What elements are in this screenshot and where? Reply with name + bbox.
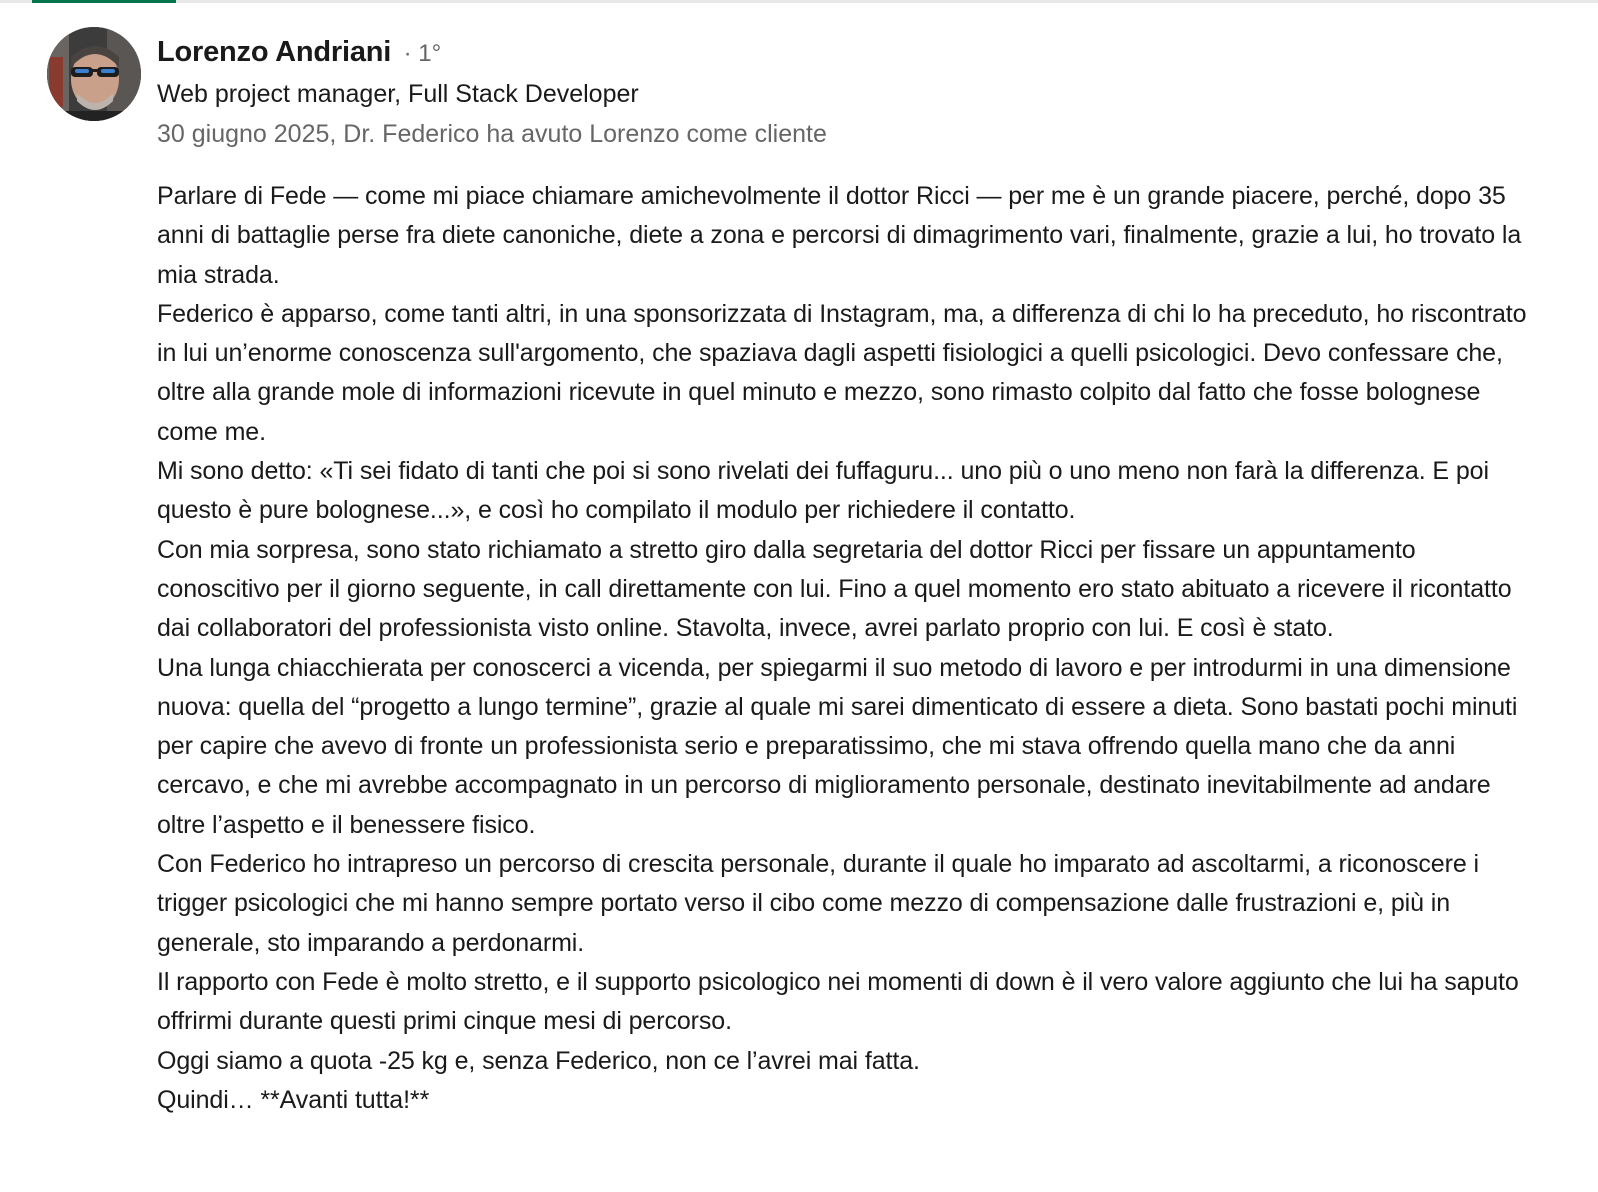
recommendation-paragraph: Con mia sorpresa, sono stato richiamato a stretto giro dalla segretaria del dottor Ricci per fissare un appuntamento conoscitivo per il giorno seguente, in call direttamente con lui. Fino a quel momento ero stato abituato a ricevere il ricontatto dai collaboratori del professionista visto online. Stavolta, invece, avrei parlato proprio con lui. E così è stato. [157, 535, 1512, 643]
recommendation-paragraph: Una lunga chiacchierata per conoscerci a vicenda, per spiegarmi il suo metodo di lavoro e per introdurmi in una dimensione nuova: quella del “progetto a lungo termine”, grazie al quale mi sarei dimenticato di essere a dieta. Sono bastati pochi minuti per capire che avevo di fronte un professionista serio e preparatissimo, che mi stava offrendo quella mano che da anni cercavo, e che mi avrebbe accompagnato in un percorso di miglioramento personale, destinato inevitabilmente ad andare oltre l’aspetto e il benessere fisico. [157, 653, 1518, 839]
author-headline: Web project manager, Full Stack Developer [157, 80, 639, 108]
recommendation-paragraph: Il rapporto con Fede è molto stretto, e il supporto psicologico nei momenti di down è il vero valore aggiunto che lui ha saputo offrirmi durante questi primi cinque mesi di percorso. [157, 967, 1519, 1036]
recommendation-paragraph: Quindi… **Avanti tutta!** [157, 1085, 430, 1114]
author-name[interactable]: Lorenzo Andriani [157, 36, 392, 68]
recommendation-header [157, 32, 1557, 154]
recommendation-paragraph: Parlare di Fede — come mi piace chiamare amichevolmente il dottor Ricci — per me è un grande piacere, perché, dopo 35 anni di battaglie perse fra diete canoniche, diete a zona e percorsi di dimagrimento vari, finalmente, grazie a lui, ho trovato la mia strada. [157, 182, 1522, 289]
avatar-photo [47, 27, 141, 121]
recommendation-paragraph: Oggi siamo a quota -25 kg e, senza Federico, non ce l’avrei mai fatta. [157, 1046, 920, 1075]
connection-degree: · 1° [403, 40, 442, 67]
recommendation-paragraph: Mi sono detto: «Ti sei fidato di tanti che poi si sono rivelati dei fuffaguru... uno più o uno meno non farà la differenza. E poi questo è pure bolognese...», e così ho compilato il modulo per richiedere il contatto. [157, 457, 1489, 525]
recommendation-paragraph: Federico è apparso, come tanti altri, in una sponsorizzata di Instagram, ma, a differenza di chi lo ha preceduto, ho riscontrato in lui un’enorme conoscenza sull'argomento, che spaziava dagli aspetti fisiologici a quelli psicologici. Devo confessare che, oltre alla grande mole di informazioni ricevute in quel minuto e mezzo, sono rimasto colpito dal fatto che fosse bolognese come me. [157, 299, 1527, 446]
recommendation-paragraph: Con Federico ho intrapreso un percorso di crescita personale, durante il quale ho imparato ad ascoltarmi, a riconoscere i trigger psicologici che mi hanno sempre portato verso il cibo come mezzo di compensazione dalle frustrazioni e, più in generale, sto imparando a perdonarmi. [157, 850, 1479, 957]
author-name-line [157, 32, 1557, 72]
recommendation-meta: 30 giugno 2025, Dr. Federico ha avuto Lorenzo come cliente [157, 120, 827, 148]
recommendation-text [157, 177, 1537, 1120]
avatar[interactable] [47, 27, 141, 121]
